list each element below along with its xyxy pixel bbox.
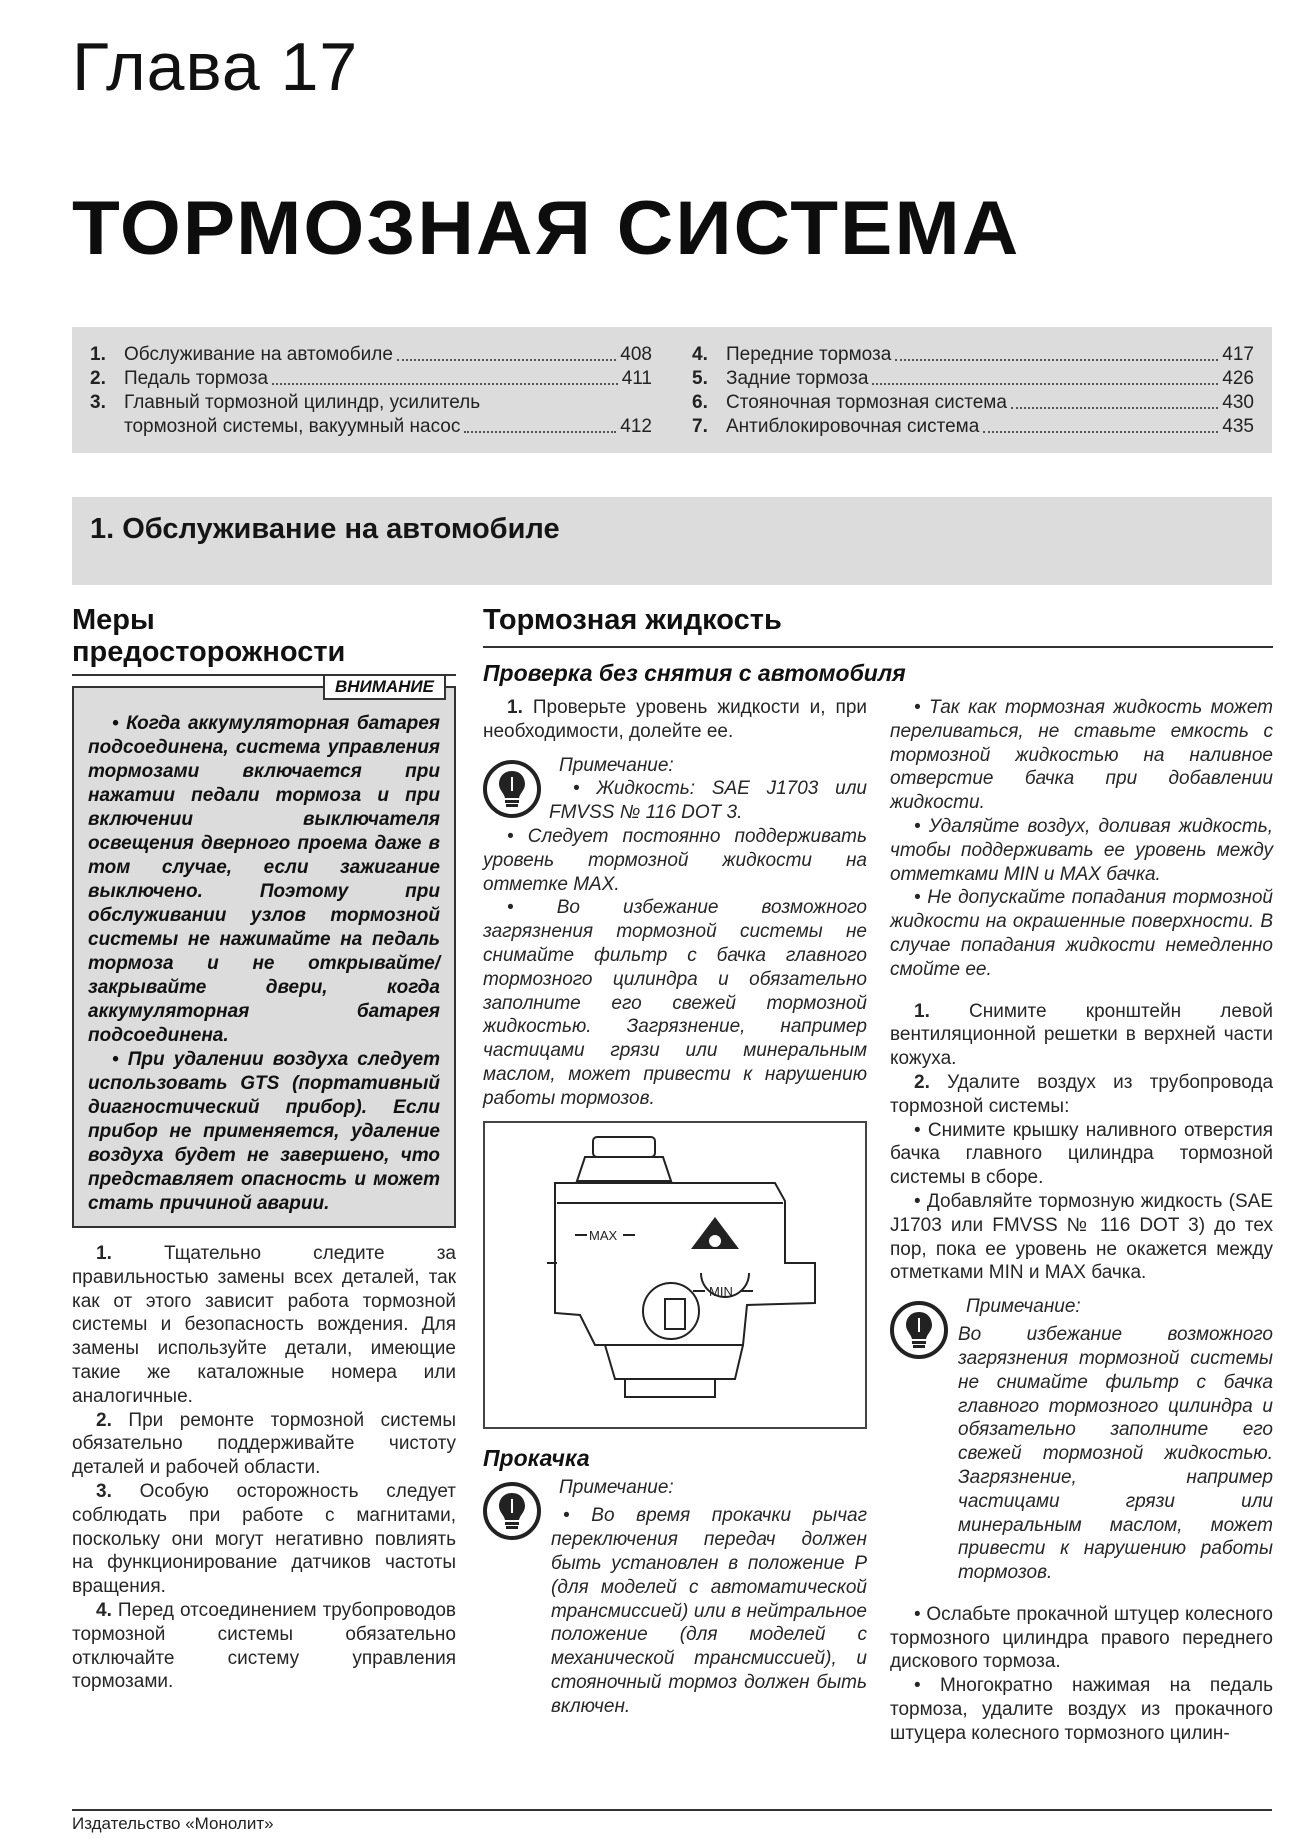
lightbulb-icon — [890, 1301, 948, 1359]
reservoir-figure — [483, 1121, 867, 1429]
brake-fluid-header — [483, 604, 1273, 686]
toc-item-continued: тормозной системы, вакуумный насос 412 — [124, 416, 652, 437]
toc-leader — [464, 431, 616, 433]
note-label: Примечание: — [966, 1296, 1081, 1318]
page-title: ТОРМОЗНАЯ СИСТЕМА — [72, 186, 1021, 271]
toc-leader — [872, 383, 1218, 385]
toc-item: 2. Педаль тормоза 411 — [90, 368, 652, 389]
note-bullet: • Так как тормозная жидкость может переливаться, не ставьте емкость с тормозной жидкостью на наливное отверстие бачка при добавлении жидкости. — [890, 697, 1273, 814]
step-item: 1. Проверьте уровень жидкости и, при необходимости, долейте ее. — [483, 697, 868, 742]
warning-paragraph: • Когда аккумуляторная батарея подсоединена, система управления тормозами включается при нажатии педали тормоза и при включении выключателя освещения дверного проема даже в том случае, если зажигание выключено. Поэтому при обслуживании узлов тормозной системы не нажимайте на педаль тормоза и не открывайте/закрывайте двери, когда аккумуляторная батарея подсоединена. — [88, 713, 440, 1046]
precautions-heading: Меры предосторожности — [72, 604, 456, 676]
right-column — [890, 696, 1273, 1746]
toc-column-right — [692, 343, 1254, 453]
list-item: 4. Перед отсоединением трубопроводов тормозной системы обязательно отключайте систему управления тормозами. — [72, 1599, 456, 1693]
note-bullet: • Удаляйте воздух, доливая жидкость, чтобы поддерживать ее уровень между отметками MIN и MAX бачка. — [890, 815, 1273, 885]
step-item: 1. Снимите кронштейн левой вентиляционной решетки в верхней части кожуха. — [890, 1000, 1273, 1070]
list-item: 1. Тщательно следите за правильностью замены всех деталей, так как от этого зависит работа тормозной системы и безопасность вождения. Для замены используйте детали, имеющие такие же каталожные номера или аналогичные. — [72, 1243, 457, 1407]
footer-divider — [72, 1809, 1272, 1811]
toc-item: 3. Главный тормозной цилиндр, усилитель — [90, 392, 481, 413]
brake-fluid-column — [483, 696, 867, 1719]
warning-paragraph: • При удалении воздуха следует использовать GTS (портативный диагностический прибор). Если прибор не применяется, удаление воздуха будет не завершено, что представляет опасность и может стать причиной аварии. — [88, 1049, 440, 1214]
toc-leader — [983, 431, 1218, 433]
note-text: Во избежание возможного загрязнения тормозной системы не снимайте фильтр с бачка главного тормозного цилиндра и обязательно заполните его свежей тормозной жидкостью. Загрязнение, например частицами грязи или минеральным маслом, может привести к нарушению работы тормозов. — [958, 1324, 1273, 1584]
note-label: Примечание: — [559, 1477, 674, 1499]
list-item: 3. Особую осторожность следует соблюдать при работе с магнитами, поскольку они могут негативно повлиять на функционирование датчиков частоты вращения. — [72, 1480, 456, 1598]
brake-fluid-heading: Тормозная жидкость — [483, 604, 1273, 648]
toc-leader — [895, 359, 1218, 361]
note-bullet: • Во избежание возможного загрязнения тормозной системы не снимайте фильтр с бачка главного тормозного цилиндра и обязательно заполните его свежей тормозной жидкостью. Загрязнение, например частицами грязи или минеральным маслом, может привести к нарушению работы тормозов. — [483, 897, 867, 1109]
note-text: • Во время прокачки рычаг переключения передач должен быть установлен в положение P (для моделей с автоматической трансмиссией) или в нейтральное положение (для моделей с механической трансмиссией), и стояночный тормоз должен быть включен. — [551, 1505, 867, 1717]
sub-bullet: • Многократно нажимая на педаль тормоза, удалите воздух из прокачного штуцера колесного тормозного цилин- — [890, 1675, 1273, 1744]
toc-column-left — [90, 343, 652, 453]
note-bullet: • Жидкость: SAE J1703 или FMVSS № 116 DOT 3. — [549, 778, 867, 824]
publisher-footer: Издательство «Монолит» — [72, 1814, 274, 1833]
toc-leader — [397, 359, 616, 361]
chapter-label: Глава 17 — [72, 29, 359, 105]
warning-badge: ВНИМАНИЕ — [323, 674, 446, 700]
table-of-contents — [72, 327, 1272, 453]
toc-item: 4. Передние тормоза 417 — [692, 344, 1254, 365]
bleeding-heading: Прокачка — [483, 1444, 590, 1471]
sub-bullet: • Ослабьте прокачной штуцер колесного тормозного цилиндра правого переднего дискового тормоза. — [890, 1603, 1273, 1673]
toc-leader — [1011, 407, 1218, 409]
lightbulb-icon — [483, 760, 541, 818]
sub-bullet: • Снимите крышку наливного отверстия бачка главного цилиндра тормозной системы в сборе. — [890, 1119, 1273, 1189]
list-item: 2. При ремонте тормозной системы обязательно поддерживайте чистоту деталей и рабочей области. — [72, 1409, 456, 1479]
toc-item: 6. Стояночная тормозная система 430 — [692, 392, 1254, 413]
sub-bullet: • Добавляйте тормозную жидкость (SAE J1703 или FMVSS № 116 DOT 3) до тех пор, пока ее уровень не окажется между отметками MIN и MAX бачка. — [890, 1190, 1273, 1284]
step-item: 2. Удалите воздух из трубопровода тормозной системы: — [890, 1071, 1274, 1117]
note-bullet: • Не допускайте попадания тормозной жидкости на окрашенные поверхности. В случае попадания жидкости немедленно смойте ее. — [890, 887, 1273, 980]
toc-item: 7. Антиблокировочная система 435 — [692, 416, 1254, 437]
lightbulb-icon — [483, 1482, 541, 1540]
precautions-column — [72, 604, 456, 1694]
min-mark: MIN — [709, 1283, 733, 1299]
toc-item: 1. Обслуживание на автомобиле 408 — [90, 344, 652, 365]
note-label: Примечание: — [559, 754, 674, 776]
warning-box — [72, 677, 456, 1228]
note-block — [483, 754, 867, 825]
section-heading: 1. Обслуживание на автомобиле — [72, 497, 1272, 585]
max-mark: MAX — [589, 1227, 618, 1243]
toc-item: 5. Задние тормоза 426 — [692, 368, 1254, 389]
note-bullet: • Следует постоянно поддерживать уровень тормозной жидкости на отметке MAX. — [483, 825, 867, 895]
check-subheading: Проверка без снятия с автомобиля — [483, 660, 906, 686]
toc-leader — [272, 383, 618, 385]
